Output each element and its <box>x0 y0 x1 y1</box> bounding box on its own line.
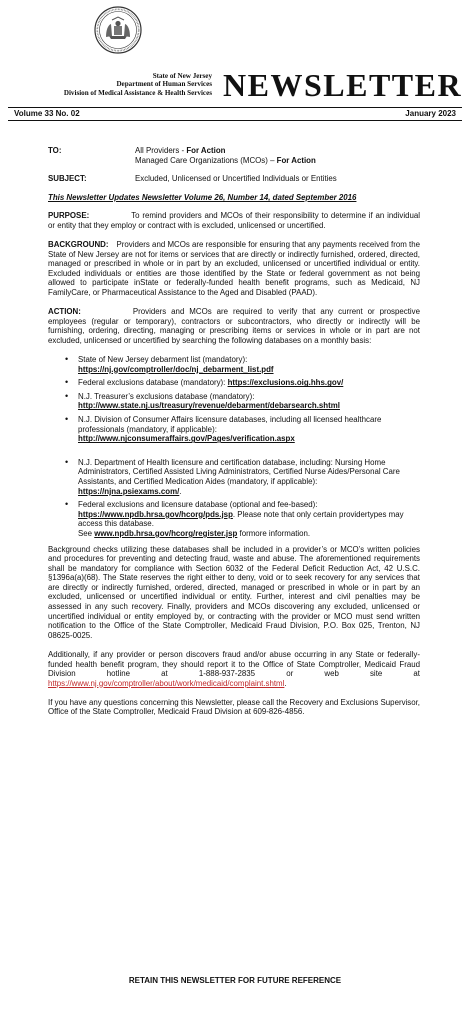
for-action-label: For Action <box>276 155 316 165</box>
list-item: • Federal exclusions and licensure database (optional and fee-based): https://www.npdb.hrsa.gov/hcorg/pds.jsp. Please note that only certain providertypes may access this database. See www.npdb.hrsa.gov/hcorg/register.jsp formore information. <box>78 500 420 538</box>
njna-psiexams-link[interactable]: https://njna.psiexams.com/ <box>78 486 180 496</box>
action-paragraph <box>48 307 420 345</box>
background-label: BACKGROUND: <box>48 240 109 250</box>
npdb-pds-link[interactable]: https://www.npdb.hrsa.gov/hcorg/pds.jsp <box>78 509 233 519</box>
action-text: Providers and MCOs are required to verify that any current or prospective employees (regular or temporary), contractors or subcontractors, who directly or indirectly will be furnishing, ordering, directing, managing or prescribing items or services in whole or in part are not excluded, unlicensed or uncertified by searching the following databases on a monthly basis: <box>48 307 420 345</box>
fraud-report-paragraph: Additionally, if any provider or person discovers fraud and/or abuse occurring in any State or federally-funded health benefit program, they should report it to the Office of State Comptroller, Medicaid Fraud Division hotline at 1-888-937-2835 or web site at https://www.nj.gov/comptroller/about/work/medicaid/complaint.shtml. <box>48 649 420 688</box>
oig-exclusions-link[interactable]: https://exclusions.oig.hhs.gov/ <box>227 378 344 388</box>
list-item: • N.J. Treasurer’s exclusions database (mandatory): http://www.state.nj.us/treasury/revenue/debarment/debarsearch.shtml <box>78 392 420 411</box>
header-rule-top <box>8 107 462 108</box>
header-rule-bottom <box>8 120 462 121</box>
new-jersey-state-seal <box>94 6 142 54</box>
background-paragraph <box>48 240 420 298</box>
to-recipient-mcos: Managed Care Organizations (MCOs) – <box>135 155 277 165</box>
list-item: • N.J. Division of Consumer Affairs licensure databases, including all licensed healthcare professionals (mandatory, if applicable): http://www.njconsumeraffairs.gov/Pages/verification.aspx <box>78 415 420 444</box>
nj-debarment-link[interactable]: https://nj.gov/comptroller/doc/nj_debarment_list.pdf <box>78 364 274 374</box>
questions-paragraph: If you have any questions concerning this Newsletter, please call the Recovery and Exclusions Supervisor, Office of the State Comptroller, Medicaid Fraud Division at 609-826-4856. <box>48 697 420 717</box>
consumer-affairs-link[interactable]: http://www.njconsumeraffairs.gov/Pages/verification.aspx <box>78 434 295 444</box>
purpose-label: PURPOSE: <box>48 211 90 221</box>
volume-number: Volume 33 No. 02 <box>14 109 80 118</box>
treasury-debarment-link[interactable]: http://www.state.nj.us/treasury/revenue/debarment/debarsearch.shtml <box>78 401 340 411</box>
list-item: • State of New Jersey debarment list (mandatory): https://nj.gov/comptroller/doc/nj_debarment_list.pdf <box>78 355 420 374</box>
retain-notice: RETAIN THIS NEWSLETTER FOR FUTURE REFERENCE <box>128 976 342 985</box>
agency-line-division: Division of Medical Assistance & Health Services <box>63 88 212 97</box>
issue-date: January 2023 <box>405 109 456 118</box>
newsletter-title: NEWSLETTER <box>223 67 463 103</box>
subject-label: SUBJECT: <box>48 174 87 184</box>
update-notice: This Newsletter Updates Newsletter Volume 26, Number 14, dated September 2016 <box>48 192 357 202</box>
agency-name <box>8 72 212 97</box>
to-recipient-providers: All Providers - <box>135 146 187 155</box>
for-action-label: For Action <box>186 146 226 155</box>
action-label: ACTION: <box>48 307 81 317</box>
purpose-text: To remind providers and MCOs of their responsibility to determine if an individual or entity that they employ or contract with is excluded, unlicensed or uncertified. <box>48 211 420 230</box>
complaint-page-link[interactable]: https://www.nj.gov/comptroller/about/work/medicaid/complaint.shtml <box>48 678 285 688</box>
newsletter-body <box>48 146 420 727</box>
to-label: TO: <box>48 146 62 155</box>
list-item: • Federal exclusions database (mandatory): https://exclusions.oig.hhs.gov/ <box>78 378 420 388</box>
npdb-register-link[interactable]: www.npdb.hrsa.gov/hcorg/register.jsp <box>94 528 238 538</box>
subject-row <box>48 174 420 184</box>
subject-value: Excluded, Unlicensed or Uncertified Individuals or Entities <box>135 174 337 184</box>
database-list <box>48 355 420 539</box>
to-row <box>48 146 420 165</box>
agency-line-state: State of New Jersey <box>152 72 212 80</box>
agency-line-department: Department of Human Services <box>116 80 212 89</box>
background-text: Providers and MCOs are responsible for ensuring that any payments received from the State of New Jersey are not for items or services that are directly or indirectly furnished, ordered, directed, managed or prescribed in whole or in part by an excluded, unlicensed or uncertified individual or entity. Excluded individuals or entities are those identified by the State or federal government as not being allowed to participate inState or federally-funded health benefit programs, such as Medicaid, NJ FamilyCare, or Pharmaceutical Assistance to the Aged and Disabled (PAAD). <box>48 240 420 298</box>
to-recipients <box>135 146 420 165</box>
purpose-paragraph <box>48 211 420 230</box>
background-checks-paragraph: Background checks utilizing these databases shall be included in a provider’s or MCO’s written policies and procedures for preventing and detecting fraud, waste and abuse. The aforementioned requirements shall be mandatory for compliance with Section 6032 of the Federal Deficit Reduction Act, 42 U.S.C. §1396a(a)(68). The State reserves the right either to deny, void or to seek recovery for any services that are directly or indirectly furnished, ordered, directed, managed or prescribed in whole or in part by an excluded, unlicensed or uncertified individual or entity. Further, interest and civil penalties may be assessed in any such recovery. Finally, providers and MCOs discovering any excluded, unlicensed or uncertified individual or entity employed by, or contracting with the provider or MCO must send written notification to the Office of the State Comptroller, Medicaid Fraud Division, P.O. Box 025, Trenton, NJ 08625-0025. <box>48 544 420 640</box>
list-item: • N.J. Department of Health licensure and certification database, including: Nursing Home Administrators, Certified Assisted Living Administrators, Certified Nurse Aides/Personal Care Assistants, and Certified Medication Aides (mandatory, if applicable): https://njna.psiexams.com/. <box>78 458 420 496</box>
